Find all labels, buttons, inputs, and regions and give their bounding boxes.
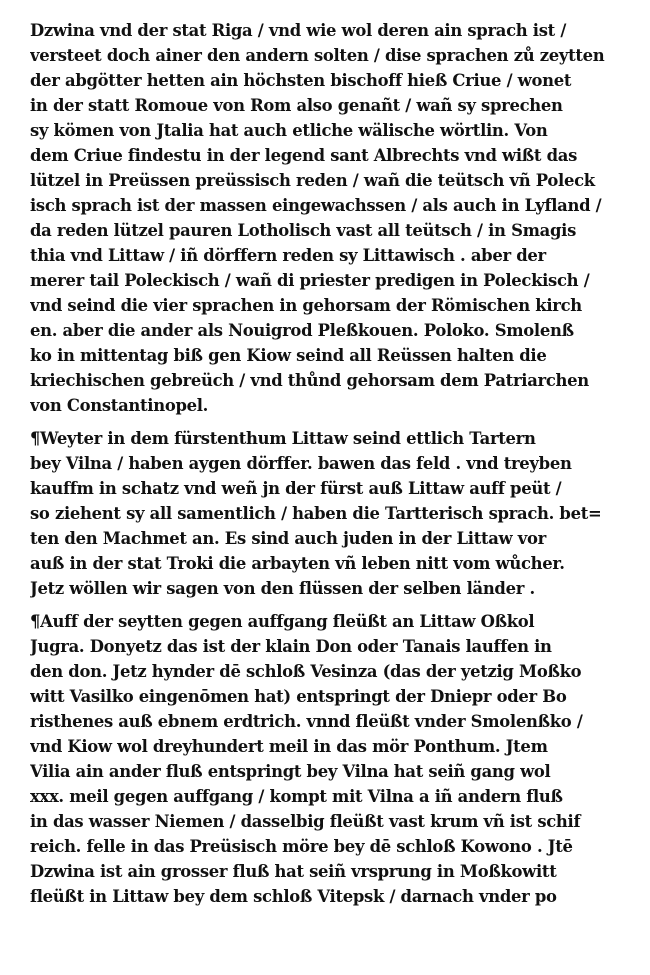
text-line: Dzwina ist ain grosser fluß hat seiñ vrsprung in Moßkowitt [30,862,557,881]
text-line: Vilia ain ander fluß entspringt bey Vilna hat seiñ gang wol [30,762,551,781]
text-line: bey Vilna / haben aygen dörffer. bawen das feld . vnd treyben [30,454,572,473]
text-line: den don. Jetz hynder dē schloß Vesinza (das der yetzig Moßko [30,662,582,681]
text-line: xxx. meil gegen auffgang / kompt mit Vilna a iñ andern fluß [30,787,563,806]
text-line: ko in mittentag biß gen Kiow seind all Reüssen halten die [30,346,547,365]
text-line: Jugra. Donyetz das ist der klain Don oder Tanais lauffen in [30,637,552,656]
text-line: isch sprach ist der massen eingewachssen / als auch in Lyfland / [30,196,602,215]
text-line: lützel in Preüssen preüssisch reden / wañ die teütsch vñ Poleck [30,171,595,190]
text-line: auß in der stat Troki die arbayten vñ leben nitt vom wůcher. [30,554,565,573]
text-line: fleüßt in Littaw bey dem schloß Vitepsk / darnach vnder po [30,887,557,906]
text-line: Dzwina vnd der stat Riga / vnd wie wol deren ain sprach ist / [30,21,567,40]
text-line: witt Vasilko eingenōmen hat) entspringt der Dniepr oder Bo [30,687,567,706]
text-line: kauffm in schatz vnd weñ jn der fürst auß Littaw auff peüt / [30,479,562,498]
paragraph-tartars [30,426,630,601]
text-line: sy kömen von Jtalia hat auch etliche wälische wörtlin. Von [30,121,548,140]
text-line: merer tail Poleckisch / wañ di priester predigen in Poleckisch / [30,271,590,290]
text-line: risthenes auß ebnem erdtrich. vnnd fleüßt vnder Smolenßko / [30,712,583,731]
text-line: en. aber die ander als Nouigrod Pleßkouen. Poloko. Smolenß [30,321,574,340]
text-line: vnd Kiow wol dreyhundert meil in das mör Ponthum. Jtem [30,737,548,756]
text-line: thia vnd Littaw / iñ dörffern reden sy Littawisch . aber der [30,246,546,265]
text-line: ¶Weyter in dem fürstenthum Littaw seind ettlich Tartern [30,429,536,448]
text-line: versteet doch ainer den andern solten / dise sprachen zů zeytten [30,46,605,65]
text-line: ¶Auff der seytten gegen auffgang fleüßt an Littaw Oßkol [30,612,535,631]
text-line: reich. felle in das Preüsisch möre bey dē schloß Kowono . Jtē [30,837,573,856]
text-line: von Constantinopel. [30,396,209,415]
text-line: kriechischen gebreüch / vnd thůnd gehorsam dem Patriarchen [30,371,589,390]
text-line: Jetz wöllen wir sagen von den flüssen der selben länder . [30,579,535,598]
paragraph-rivers [30,609,630,909]
blackletter-text-body [30,18,630,909]
text-line: vnd seind die vier sprachen in gehorsam der Römischen kirch [30,296,582,315]
text-line: da reden lützel pauren Lotholisch vast all teütsch / in Smagis [30,221,576,240]
text-line: der abgötter hetten ain höchsten bischoff hieß Criue / wonet [30,71,572,90]
text-line: dem Criue findestu in der legend sant Albrechts vnd wißt das [30,146,578,165]
text-line: so ziehent sy all samentlich / haben die Tartterisch sprach. bet= [30,504,602,523]
text-line: in das wasser Niemen / dasselbig fleüßt vast krum vñ ist schif [30,812,581,831]
text-line: ten den Machmet an. Es sind auch juden in der Littaw vor [30,529,546,548]
text-line: in der statt Romoue von Rom also genañt / wañ sy sprechen [30,96,563,115]
paragraph-languages [30,18,630,418]
